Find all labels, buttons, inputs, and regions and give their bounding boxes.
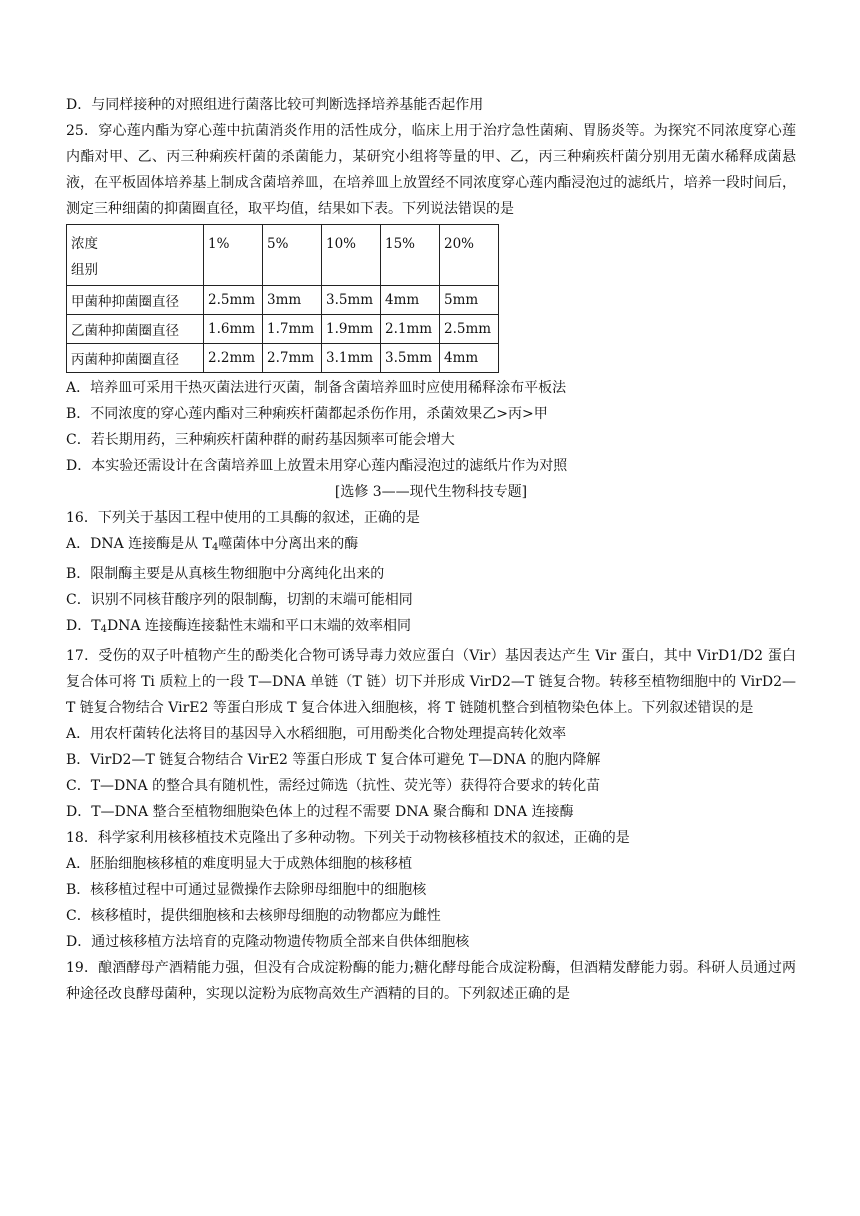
q24-option-d: D．与同样接种的对照组进行菌落比较可判断选择培养基能否起作用 (66, 97, 484, 113)
table-col-header: 20% (440, 225, 499, 286)
table-cell: 1.9mm (322, 315, 381, 344)
table-header-row (67, 225, 499, 286)
table-cell: 2.5mm (440, 315, 499, 344)
q16-option-a (66, 531, 796, 561)
q17-option-c: C．T—DNA 的整合具有随机性，需经过筛选（抗性、荧光等）获得符合要求的转化苗 (66, 778, 601, 794)
q19-stem: 19．酿酒酵母产酒精能力强，但没有合成淀粉酶的能力;糖化酵母能合成淀粉酶，但酒精发酵能力弱。科研人员通过两种途径改良酵母菌种，实现以淀粉为底物高效生产酒精的目的。下列叙述正确的是 (66, 960, 796, 1002)
table-col-header: 10% (322, 225, 381, 286)
q18-option-b: B．核移植过程中可通过显微操作去除卵母细胞中的细胞核 (66, 882, 427, 898)
table-cell: 4mm (440, 344, 499, 373)
q16-option-b: B．限制酶主要是从真核生物细胞中分离纯化出来的 (66, 566, 385, 582)
table-cell: 3mm (263, 286, 322, 315)
q17-stem: 17．受伤的双子叶植物产生的酚类化合物可诱导毒力效应蛋白（Vir）基因表达产生 Vir 蛋白，其中 VirD1/D2 蛋白复合体可将 Ti 质粒上的一段 T—DNA 单链（T 链）切下并形成 VirD2—T 链复合物。转移至植物细胞中的 VirD2—T 链复合物结合 VirE2 等蛋白形成 T 复合体进入细胞核，将 T 链随机整合到植物染色体上。下列叙述错误的是 (66, 648, 796, 716)
q16-option-c: C．识别不同核苷酸序列的限制酶，切割的末端可能相同 (66, 592, 413, 608)
table-row (67, 286, 499, 315)
q18-option-c: C．核移植时，提供细胞核和去核卵母细胞的动物都应为雌性 (66, 908, 441, 924)
q16a-text-post: 噬菌体中分离出来的酶 (218, 536, 359, 552)
q25-option-c: C．若长期用药，三种痢疾杆菌种群的耐药基因频率可能会增大 (66, 432, 455, 448)
q17-option-a: A．用农杆菌转化法将目的基因导入水稻细胞，可用酚类化合物处理提高转化效率 (66, 726, 567, 742)
table-cell: 5mm (440, 286, 499, 315)
table-row (67, 315, 499, 344)
q16a-text-pre: A．DNA 连接酶是从 T (66, 536, 212, 552)
q25-option-d: D．本实验还需设计在含菌培养皿上放置未用穿心莲内酯浸泡过的滤纸片作为对照 (66, 458, 568, 474)
table-corner-header (67, 225, 204, 286)
table-cell: 3.1mm (322, 344, 381, 373)
q16-option-d (66, 613, 796, 643)
q16d-subscript: 4 (100, 624, 107, 635)
table-cell: 1.6mm (204, 315, 263, 344)
row-label: 乙菌种抑菌圈直径 (67, 315, 204, 344)
table-cell: 4mm (381, 286, 440, 315)
table-row (67, 344, 499, 373)
table-cell: 1.7mm (263, 315, 322, 344)
q17-option-b: B．VirD2—T 链复合物结合 VirE2 等蛋白形成 T 复合体可避免 T—DNA 的胞内降解 (66, 752, 601, 768)
document-page (66, 92, 796, 1007)
table-cell: 2.1mm (381, 315, 440, 344)
results-table (66, 224, 499, 373)
q25-option-b: B．不同浓度的穿心莲内酯对三种痢疾杆菌都起杀伤作用，杀菌效果乙>丙>甲 (66, 406, 548, 422)
q18-option-a: A．胚胎细胞核移植的难度明显大于成熟体细胞的核移植 (66, 856, 413, 872)
q16d-text-pre: D．T (66, 618, 101, 634)
q17-option-d: D．T—DNA 整合至植物细胞染色体上的过程不需要 DNA 聚合酶和 DNA 连接酶 (66, 804, 574, 820)
table-col-header: 1% (204, 225, 263, 286)
table-cell: 3.5mm (322, 286, 381, 315)
q18-option-d: D．通过核移植方法培育的克隆动物遗传物质全部来自供体细胞核 (66, 934, 470, 950)
table-col-header: 15% (381, 225, 440, 286)
q25-stem: 25．穿心莲内酯为穿心莲中抗菌消炎作用的活性成分，临床上用于治疗急性菌痢、胃肠炎等。为探究不同浓度穿心莲内酯对甲、乙、丙三种痢疾杆菌的杀菌能力，某研究小组将等量的甲、乙，丙三种痢疾杆菌分别用无菌水稀释成菌悬液，在平板固体培养基上制成含菌培养皿，在培养皿上放置经不同浓度穿心莲内酯浸泡过的滤纸片，培养一段时间后，测定三种细菌的抑菌圈直径，取平均值，结果如下表。下列说法错误的是 (66, 123, 796, 217)
header-concentration: 浓度 (71, 236, 98, 252)
row-label: 甲菌种抑菌圈直径 (67, 286, 204, 315)
row-label: 丙菌种抑菌圈直径 (67, 344, 204, 373)
header-group: 组别 (71, 262, 98, 278)
q18-stem: 18．科学家利用核移植技术克隆出了多种动物。下列关于动物核移植技术的叙述，正确的是 (66, 830, 630, 846)
table-cell: 2.7mm (263, 344, 322, 373)
q16d-text-post: DNA 连接酶连接黏性末端和平口末端的效率相同 (106, 618, 411, 634)
q16a-subscript: 4 (211, 542, 219, 553)
q16-stem: 16．下列关于基因工程中使用的工具酶的叙述，正确的是 (66, 510, 420, 526)
table-cell: 2.5mm (204, 286, 263, 315)
section-heading: [选修 3——现代生物科技专题] (334, 484, 528, 500)
table-cell: 3.5mm (381, 344, 440, 373)
table-col-header: 5% (263, 225, 322, 286)
q25-option-a: A．培养皿可采用干热灭菌法进行灭菌，制备含菌培养皿时应使用稀释涂布平板法 (66, 380, 567, 396)
table-cell: 2.2mm (204, 344, 263, 373)
